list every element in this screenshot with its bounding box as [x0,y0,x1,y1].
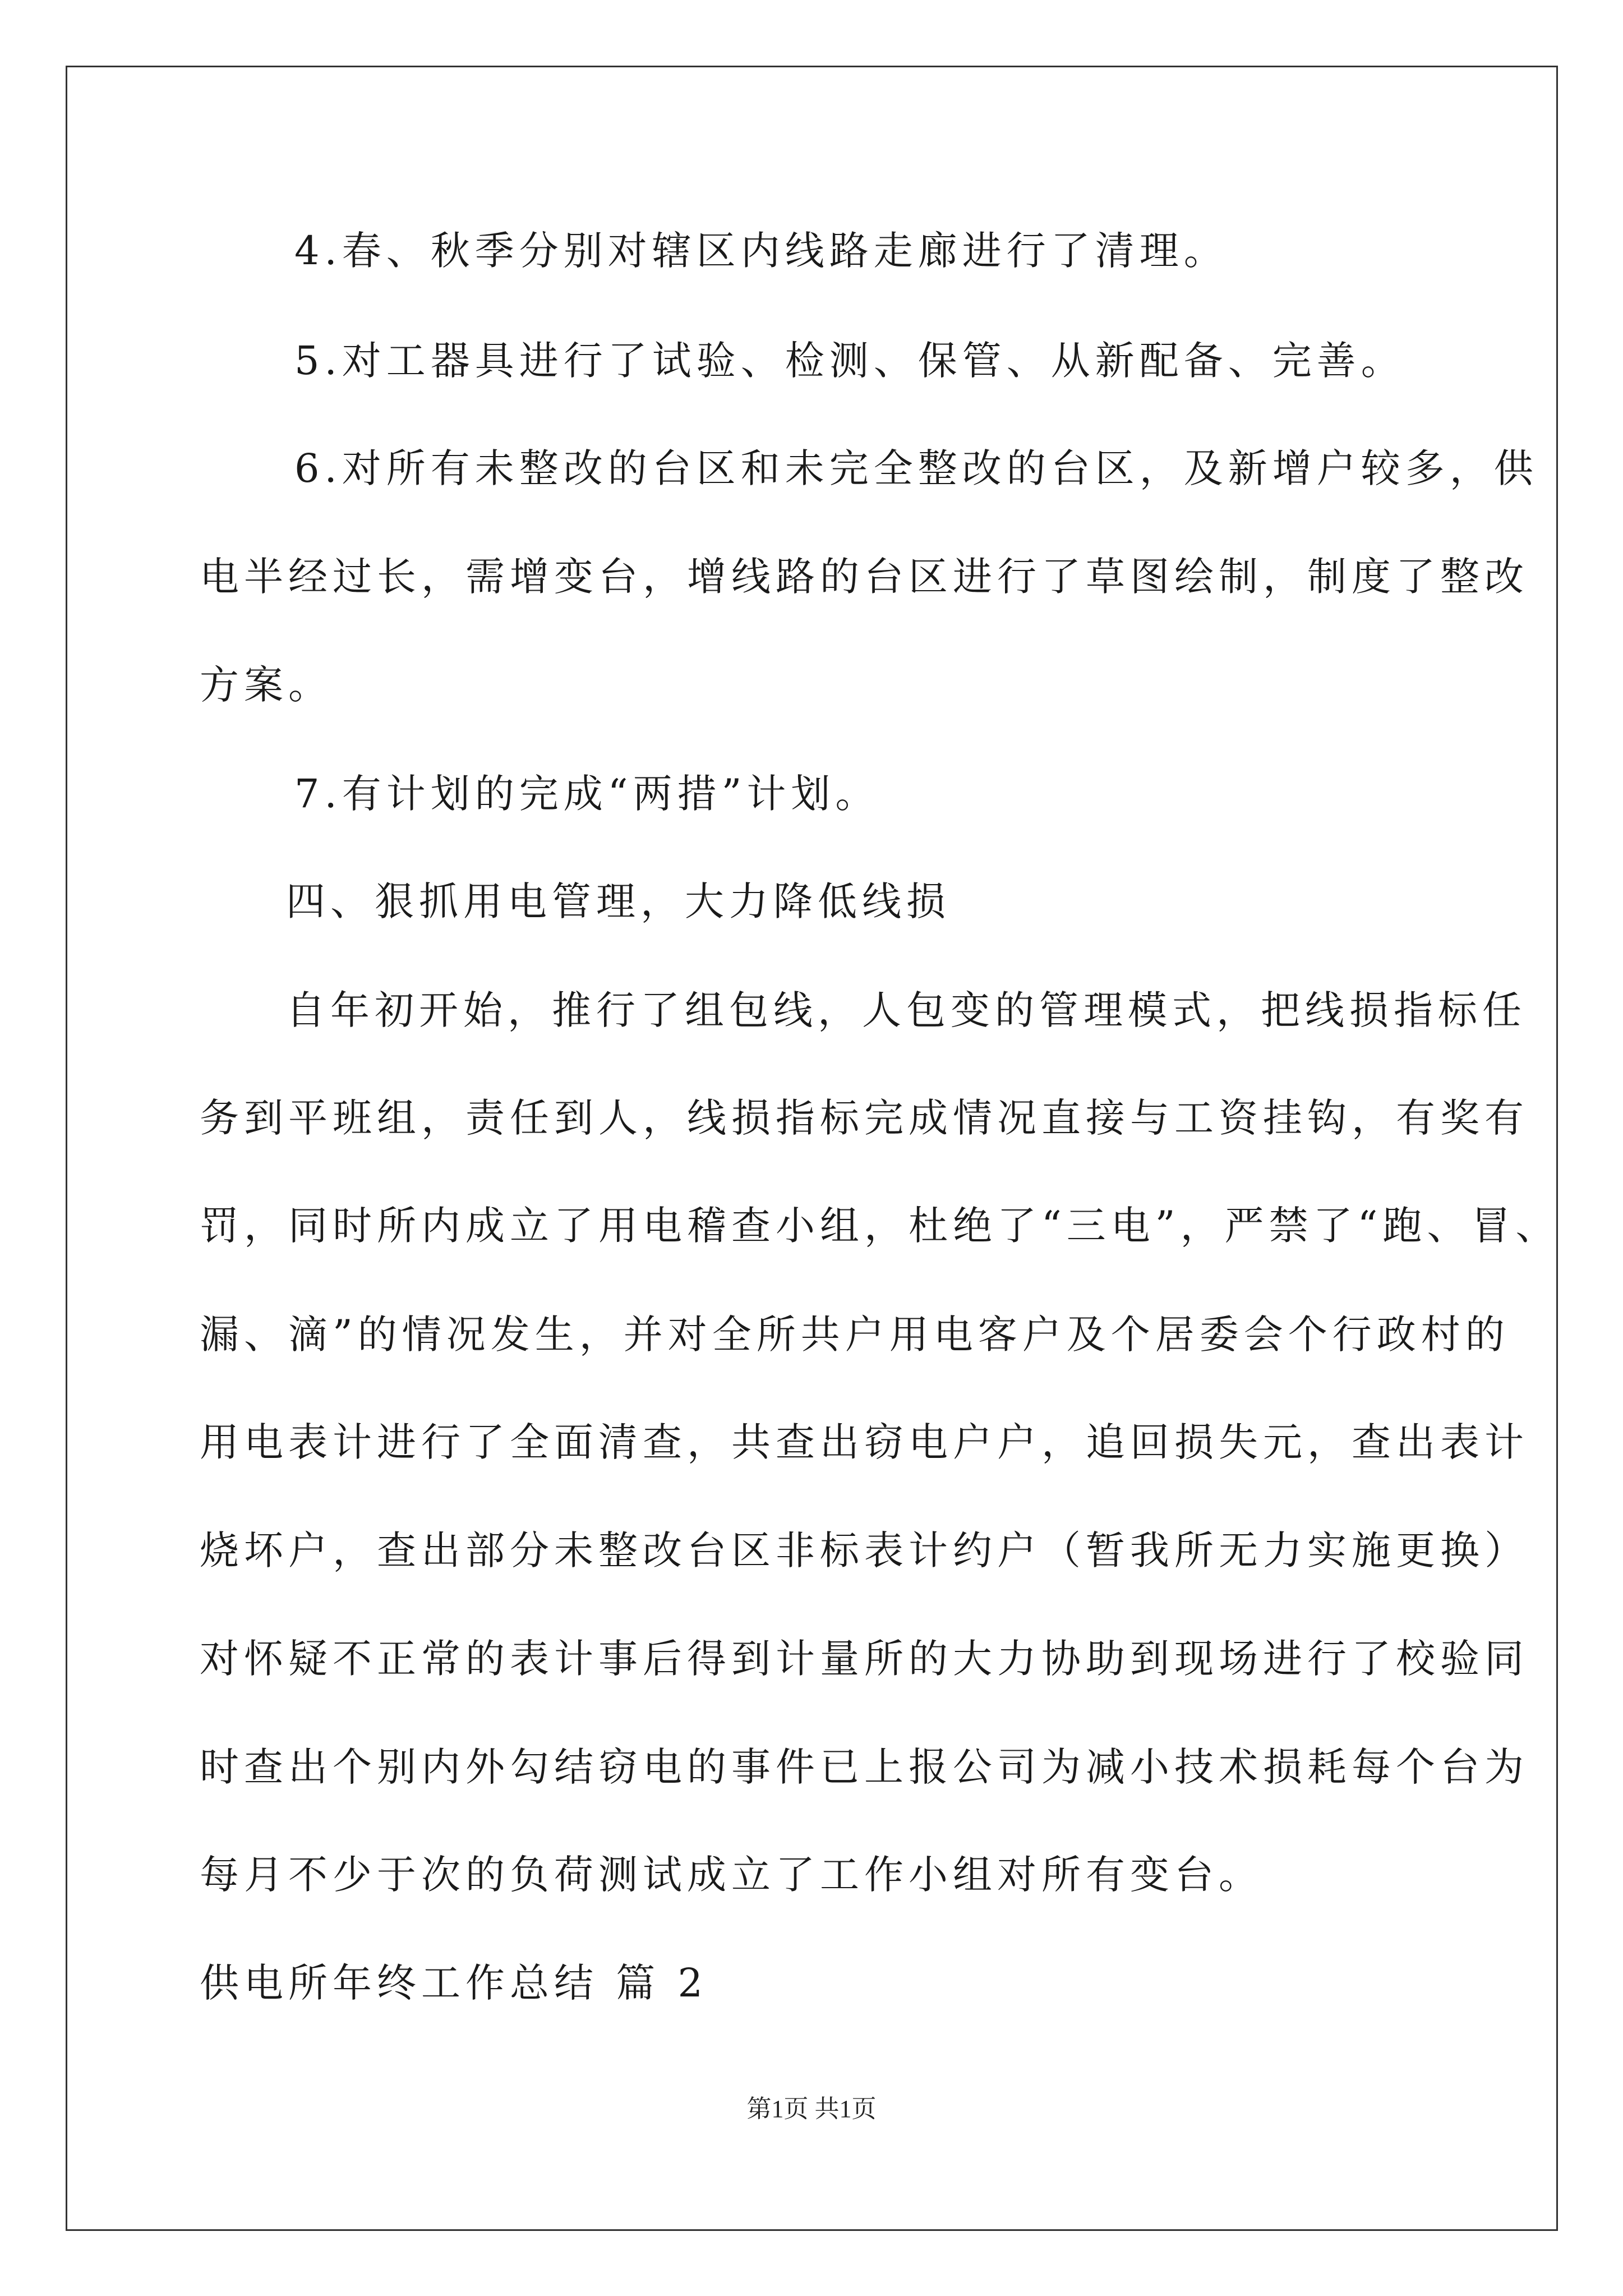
page-border [66,66,1558,2231]
paragraph-line: 4.春、秋季分别对辖区内线路走廊进行了清理。 [294,228,1228,274]
paragraph-line: 方案。 [200,662,333,708]
paragraph-line: 7.有计划的完成“两措”计划。 [294,771,880,817]
paragraph-line: 5.对工器具进行了试验、检测、保管、从新配备、完善。 [294,338,1405,384]
paragraph-line: 罚，同时所内成立了用电稽查小组，杜绝了“三电”，严禁了“跑、冒、 [200,1203,1560,1249]
paragraph-line: 对怀疑不正常的表计事后得到计量所的大力协助到现场进行了校验同 [200,1636,1529,1682]
paragraph-line: 每月不少于次的负荷测试成立了工作小组对所有变台。 [200,1852,1263,1898]
paragraph-line: 电半经过长，需增变台，增线路的台区进行了草图绘制，制度了整改 [200,554,1529,600]
paragraph-line: 时查出个别内外勾结窃电的事件已上报公司为减小技术损耗每个台为 [200,1744,1529,1790]
section-title: 供电所年终工作总结 篇 2 [200,1960,708,2006]
page-footer: 第1页 共1页 [746,2095,877,2123]
paragraph-line: 自年初开始，推行了组包线，人包变的管理模式，把线损指标任 [286,987,1527,1033]
paragraph-line: 6.对所有未整改的台区和未完全整改的台区，及新增户较多，供 [294,445,1538,491]
paragraph-line: 烧坏户，查出部分未整改台区非标表计约户（暂我所无力实施更换） [200,1527,1529,1573]
section-heading: 四、狠抓用电管理，大力降低线损 [286,878,951,924]
paragraph-line: 漏、滴”的情况发生，并对全所共户用电客户及个居委会个行政村的 [200,1312,1510,1358]
paragraph-line: 务到平班组，责任到人，线损指标完成情况直接与工资挂钩，有奖有 [200,1095,1529,1141]
paragraph-line: 用电表计进行了全面清查，共查出窃电户户，追回损失元，查出表计 [200,1419,1529,1465]
